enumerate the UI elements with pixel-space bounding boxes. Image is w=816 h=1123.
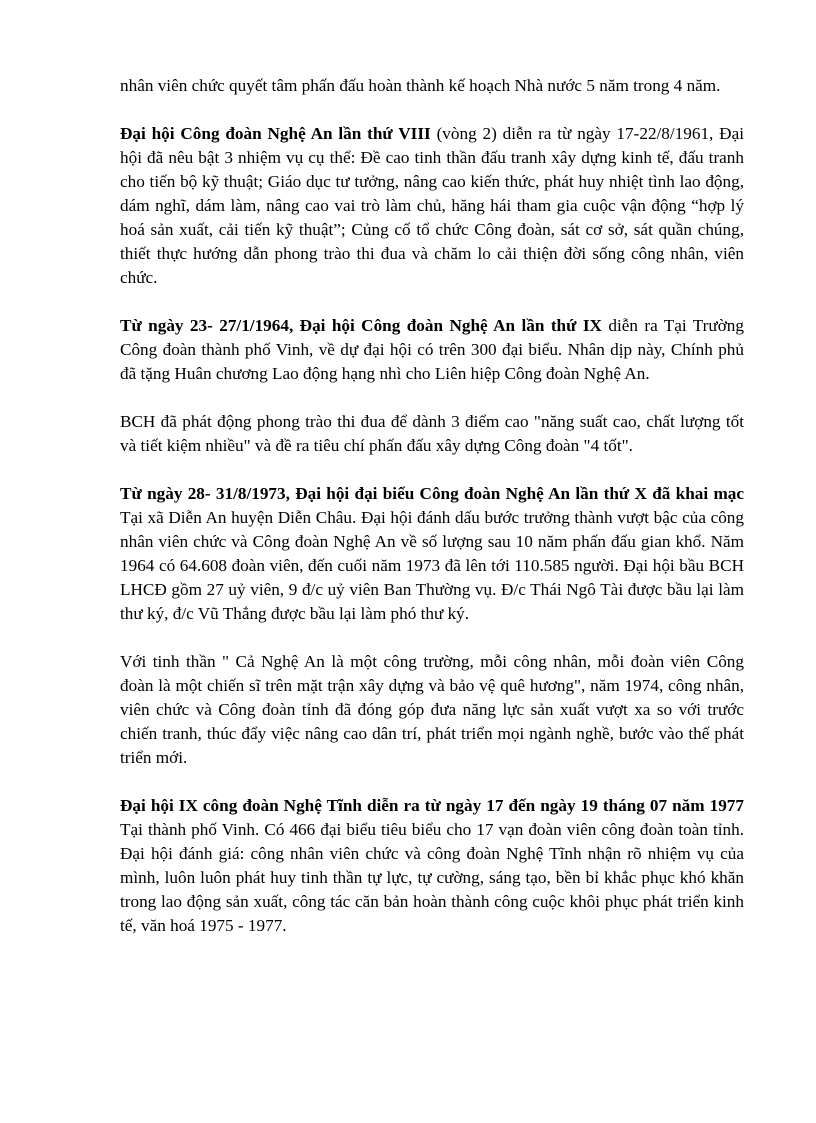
paragraph-lead: Đại hội Công đoàn Nghệ An lần thứ VIII: [120, 124, 431, 143]
paragraph-text: Với tinh thần " Cả Nghệ An là một công trường, mỗi công nhân, mỗi đoàn viên Công đoàn là một chiến sĩ trên mặt trận xây dựng và bảo vệ quê hương", năm 1974, công nhân, viên chức và Công đoàn tỉnh đã đóng góp đưa năng lực sản xuất vượt xa so với trước chiến tranh, thúc đẩy việc nâng cao dân trí, phát triển mọi ngành nghề, bước vào thế phát triển mới.: [120, 652, 744, 767]
paragraph: [120, 482, 744, 626]
paragraph: [120, 122, 744, 290]
paragraph-text: Tại thành phố Vinh. Có 466 đại biểu tiêu biểu cho 17 vạn đoàn viên công đoàn toàn tỉnh. Đại hội đánh giá: công nhân viên chức và công đoàn Nghệ Tĩnh nhận rõ nhiệm vụ của mình, luôn luôn phát huy tinh thần tự lực, tự cường, sáng tạo, bền bỉ khắc phục khó khăn trong lao động sản xuất, công tác căn bản hoàn thành công cuộc khôi phục phát triển kinh tế, văn hoá 1975 - 1977.: [120, 820, 744, 935]
paragraph-lead: Từ ngày 23- 27/1/1964, Đại hội Công đoàn Nghệ An lần thứ IX: [120, 316, 602, 335]
paragraph: [120, 314, 744, 386]
paragraph-text: (vòng 2) diễn ra từ ngày 17-22/8/1961, Đại hội đã nêu bật 3 nhiệm vụ cụ thể: Đề cao tinh thần đấu tranh xây dựng kinh tế, đấu tranh cho tiến bộ kỹ thuật; Giáo dục tư tưởng, nâng cao kiến thức, phát huy nhiệt tình lao động, dám nghĩ, dám làm, nâng cao vai trò làm chủ, hăng hái tham gia cuộc vận động “hợp lý hoá sản xuất, cải tiến kỹ thuật”; Củng cố tổ chức Công đoàn, sát cơ sở, sát quần chúng, thiết thực hướng dẫn phong trào thi đua và chăm lo cải thiện đời sống công nhân, viên chức.: [120, 124, 744, 287]
paragraph-text: BCH đã phát động phong trào thi đua để dành 3 điểm cao "năng suất cao, chất lượng tốt và tiết kiệm nhiều" và đề ra tiêu chí phấn đấu xây dựng Công đoàn "4 tốt".: [120, 412, 744, 455]
paragraph-text: Tại xã Diễn An huyện Diễn Châu. Đại hội đánh dấu bước trưởng thành vượt bậc của công nhân viên chức và Công đoàn Nghệ An về số lượng sau 10 năm phấn đấu gian khổ. Năm 1964 có 64.608 đoàn viên, đến cuối năm 1973 đã lên tới 110.585 người. Đại hội bầu BCH LHCĐ gồm 27 uỷ viên, 9 đ/c uỷ viên Ban Thường vụ. Đ/c Thái Ngô Tài được bầu lại làm thư ký, đ/c Vũ Thắng được bầu lại làm phó thư ký.: [120, 508, 744, 623]
paragraph: [120, 794, 744, 938]
paragraph: [120, 74, 744, 98]
paragraph-text: diễn ra Tại Trường Công đoàn thành phố Vinh, về dự đại hội có trên 300 đại biểu. Nhân dịp này, Chính phủ đã tặng Huân chương Lao động hạng nhì cho Liên hiệp Công đoàn Nghệ An.: [120, 316, 744, 383]
paragraph-text: nhân viên chức quyết tâm phấn đấu hoàn thành kế hoạch Nhà nước 5 năm trong 4 năm.: [120, 76, 721, 95]
paragraph: [120, 650, 744, 770]
paragraph-lead: Đại hội IX công đoàn Nghệ Tĩnh diễn ra từ ngày 17 đến ngày 19 tháng 07 năm 1977: [120, 796, 744, 815]
paragraph: [120, 410, 744, 458]
paragraph-lead: Từ ngày 28- 31/8/1973, Đại hội đại biểu Công đoàn Nghệ An lần thứ X đã khai mạc: [120, 484, 744, 503]
document-page: [120, 74, 744, 962]
